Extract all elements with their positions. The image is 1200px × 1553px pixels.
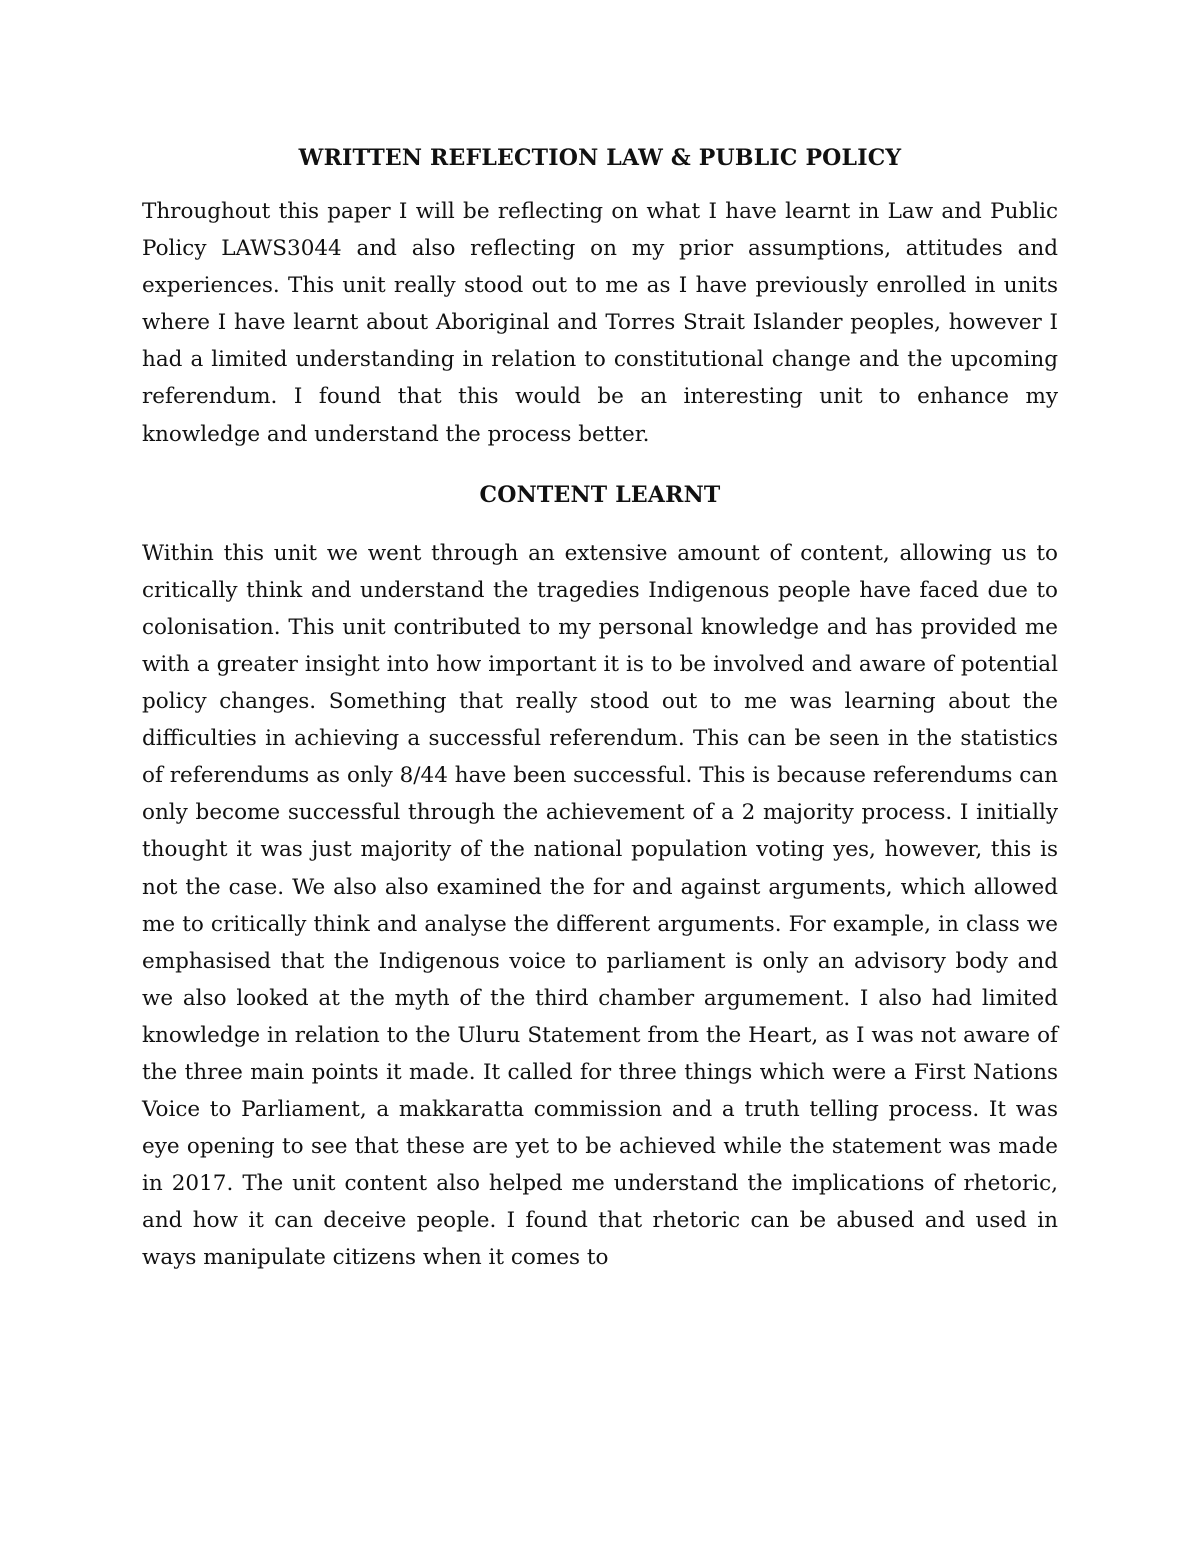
section-heading-content-learnt: CONTENT LEARNT: [479, 481, 721, 508]
content-paragraph: Within this unit we went through an extensive amount of content, allowing us to critically think and understand the tragedies Indigenous people have faced due to colonisation. This unit contributed to my personal knowledge and has provided me with a greater insight into how important it is to be involved and aware of potential policy changes. Something that really stood out to me was learning about the difficulties in achieving a successful referendum. This can be seen in the statistics of referendums as only 8/44 have been successful. This is because referendums can only become successful through the achievement of a 2 majority process. I initially thought it was just majority of the national population voting yes, however, this is not the case. We also also examined the for and against arguments, which allowed me to critically think and analyse the different arguments. For example, in class we emphasised that the Indigenous voice to parliament is only an advisory body and we also looked at the myth of the third chamber argumement. I also had limited knowledge in relation to the Uluru Statement from the Heart, as I was not aware of the three main points it made. It called for three things which were a First Nations Voice to Parliament, a makkaratta commission and a truth telling process. It was eye opening to see that these are yet to be achieved while the statement was made in 2017. The unit content also helped me understand the implications of rhetoric, and how it can deceive people. I found that rhetoric can be abused and used in ways manipulate citizens when it comes to: [142, 540, 1058, 1271]
document-title: WRITTEN REFLECTION LAW & PUBLIC POLICY: [298, 145, 902, 171]
document-page: [142, 138, 1058, 1277]
intro-paragraph: Throughout this paper I will be reflecting on what I have learnt in Law and Public Policy LAWS3044 and also reflecting on my prior assumptions, attitudes and experiences. This unit really stood out to me as I have previously enrolled in units where I have learnt about Aboriginal and Torres Strait Islander peoples, however I had a limited understanding in relation to constitutional change and the upcoming referendum. I found that this would be an interesting unit to enhance my knowledge and understand the process better.: [142, 199, 1058, 447]
